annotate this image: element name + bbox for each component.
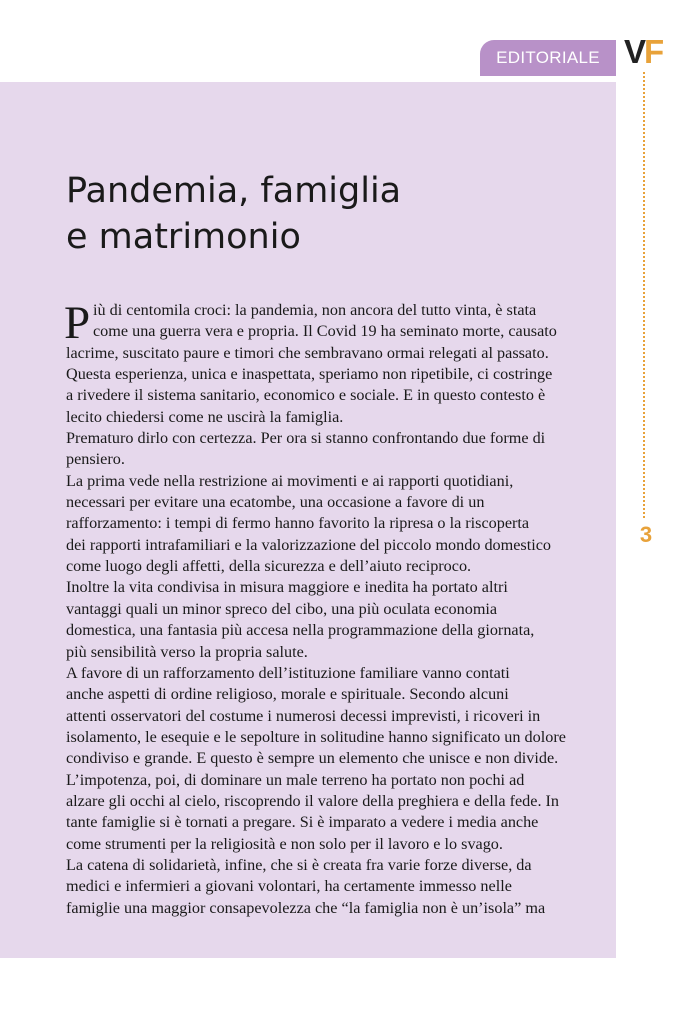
body-line: Questa esperienza, unica e inaspettata, speriamo non ripetibile, ci costringe (66, 365, 553, 384)
body-line: pensiero. (66, 450, 125, 469)
body-line: domestica, una fantasia più accesa nella programmazione della giornata, (66, 621, 535, 640)
body-line: anche aspetti di ordine religioso, morale e spirituale. Secondo alcuni (66, 685, 509, 704)
body-line: dei rapporti intrafamiliari e la valorizzazione del piccolo mondo domestico (66, 535, 551, 554)
article-title (66, 168, 586, 260)
magazine-logo (624, 35, 664, 69)
body-line: La prima vede nella restrizione ai movimenti e ai rapporti quotidiani, (66, 471, 514, 490)
drop-cap: P (64, 297, 91, 349)
body-line: famiglie una maggior consapevolezza che “la famiglia non è un’isola” ma (66, 898, 546, 917)
body-line: A favore di un rafforzamento dell’istituzione familiare vanno contati (66, 663, 510, 682)
logo-letter-v: V (624, 33, 645, 70)
body-line: a rivedere il sistema sanitario, economico e sociale. E in questo contesto è (66, 386, 546, 405)
body-line: rafforzamento: i tempi di fermo hanno favorito la ripresa o la riscoperta (66, 514, 530, 533)
title-line-1: Pandemia, famiglia (66, 171, 402, 211)
article-body (64, 297, 606, 919)
body-line: lecito chiedersi come ne uscirà la famiglia. (66, 407, 344, 426)
body-line: tante famiglie si è tornati a pregare. Si è imparato a vedere i media anche (66, 813, 539, 832)
section-tab (480, 40, 616, 76)
body-line: Inoltre la vita condivisa in misura maggiore e inedita ha portato altri (66, 578, 508, 597)
body-line: iù di centomila croci: la pandemia, non ancora del tutto vinta, è stata (93, 301, 537, 319)
body-line: L’impotenza, poi, di dominare un male terreno ha portato non pochi ad (66, 770, 525, 789)
body-line: alzare gli occhi al cielo, riscoprendo il valore della preghiera e della fede. In (66, 791, 560, 810)
dotted-margin-line (643, 72, 645, 518)
body-line: Prematuro dirlo con certezza. Per ora si stanno confrontando due forme di (66, 429, 546, 448)
body-line: condiviso e grande. E questo è sempre un elemento che unisce e non divide. (66, 749, 559, 768)
body-line: necessari per evitare una ecatombe, una occasione a favore di un (66, 493, 485, 512)
body-line: più sensibilità verso la propria salute. (66, 642, 308, 661)
body-line: vantaggi quali un minor spreco del cibo, una più oculata economia (66, 599, 498, 618)
page-number: 3 (639, 522, 653, 547)
section-label: EDITORIALE (496, 48, 600, 67)
title-line-2: e matrimonio (66, 217, 301, 257)
body-line: lacrime, suscitato paure e timori che sembravano ormai relegati al passato. (66, 343, 549, 362)
body-line: attenti osservatori del costume i numerosi decessi imprevisti, i ricoveri in (66, 706, 541, 725)
body-line: medici e infermieri a giovani volontari, ha certamente immesso nelle (66, 877, 512, 896)
logo-letter-f: F (644, 33, 663, 70)
body-line: come una guerra vera e propria. Il Covid 19 ha seminato morte, causato (93, 322, 557, 341)
body-line: La catena di solidarietà, infine, che si è creata fra varie forze diverse, da (66, 855, 532, 874)
body-line: come luogo degli affetti, della sicurezza e dell’aiuto reciproco. (66, 557, 472, 576)
body-line: come strumenti per la religiosità e non solo per il lavoro e lo svago. (66, 834, 503, 853)
body-line: isolamento, le esequie e le sepolture in solitudine hanno significato un dolore (66, 727, 566, 746)
